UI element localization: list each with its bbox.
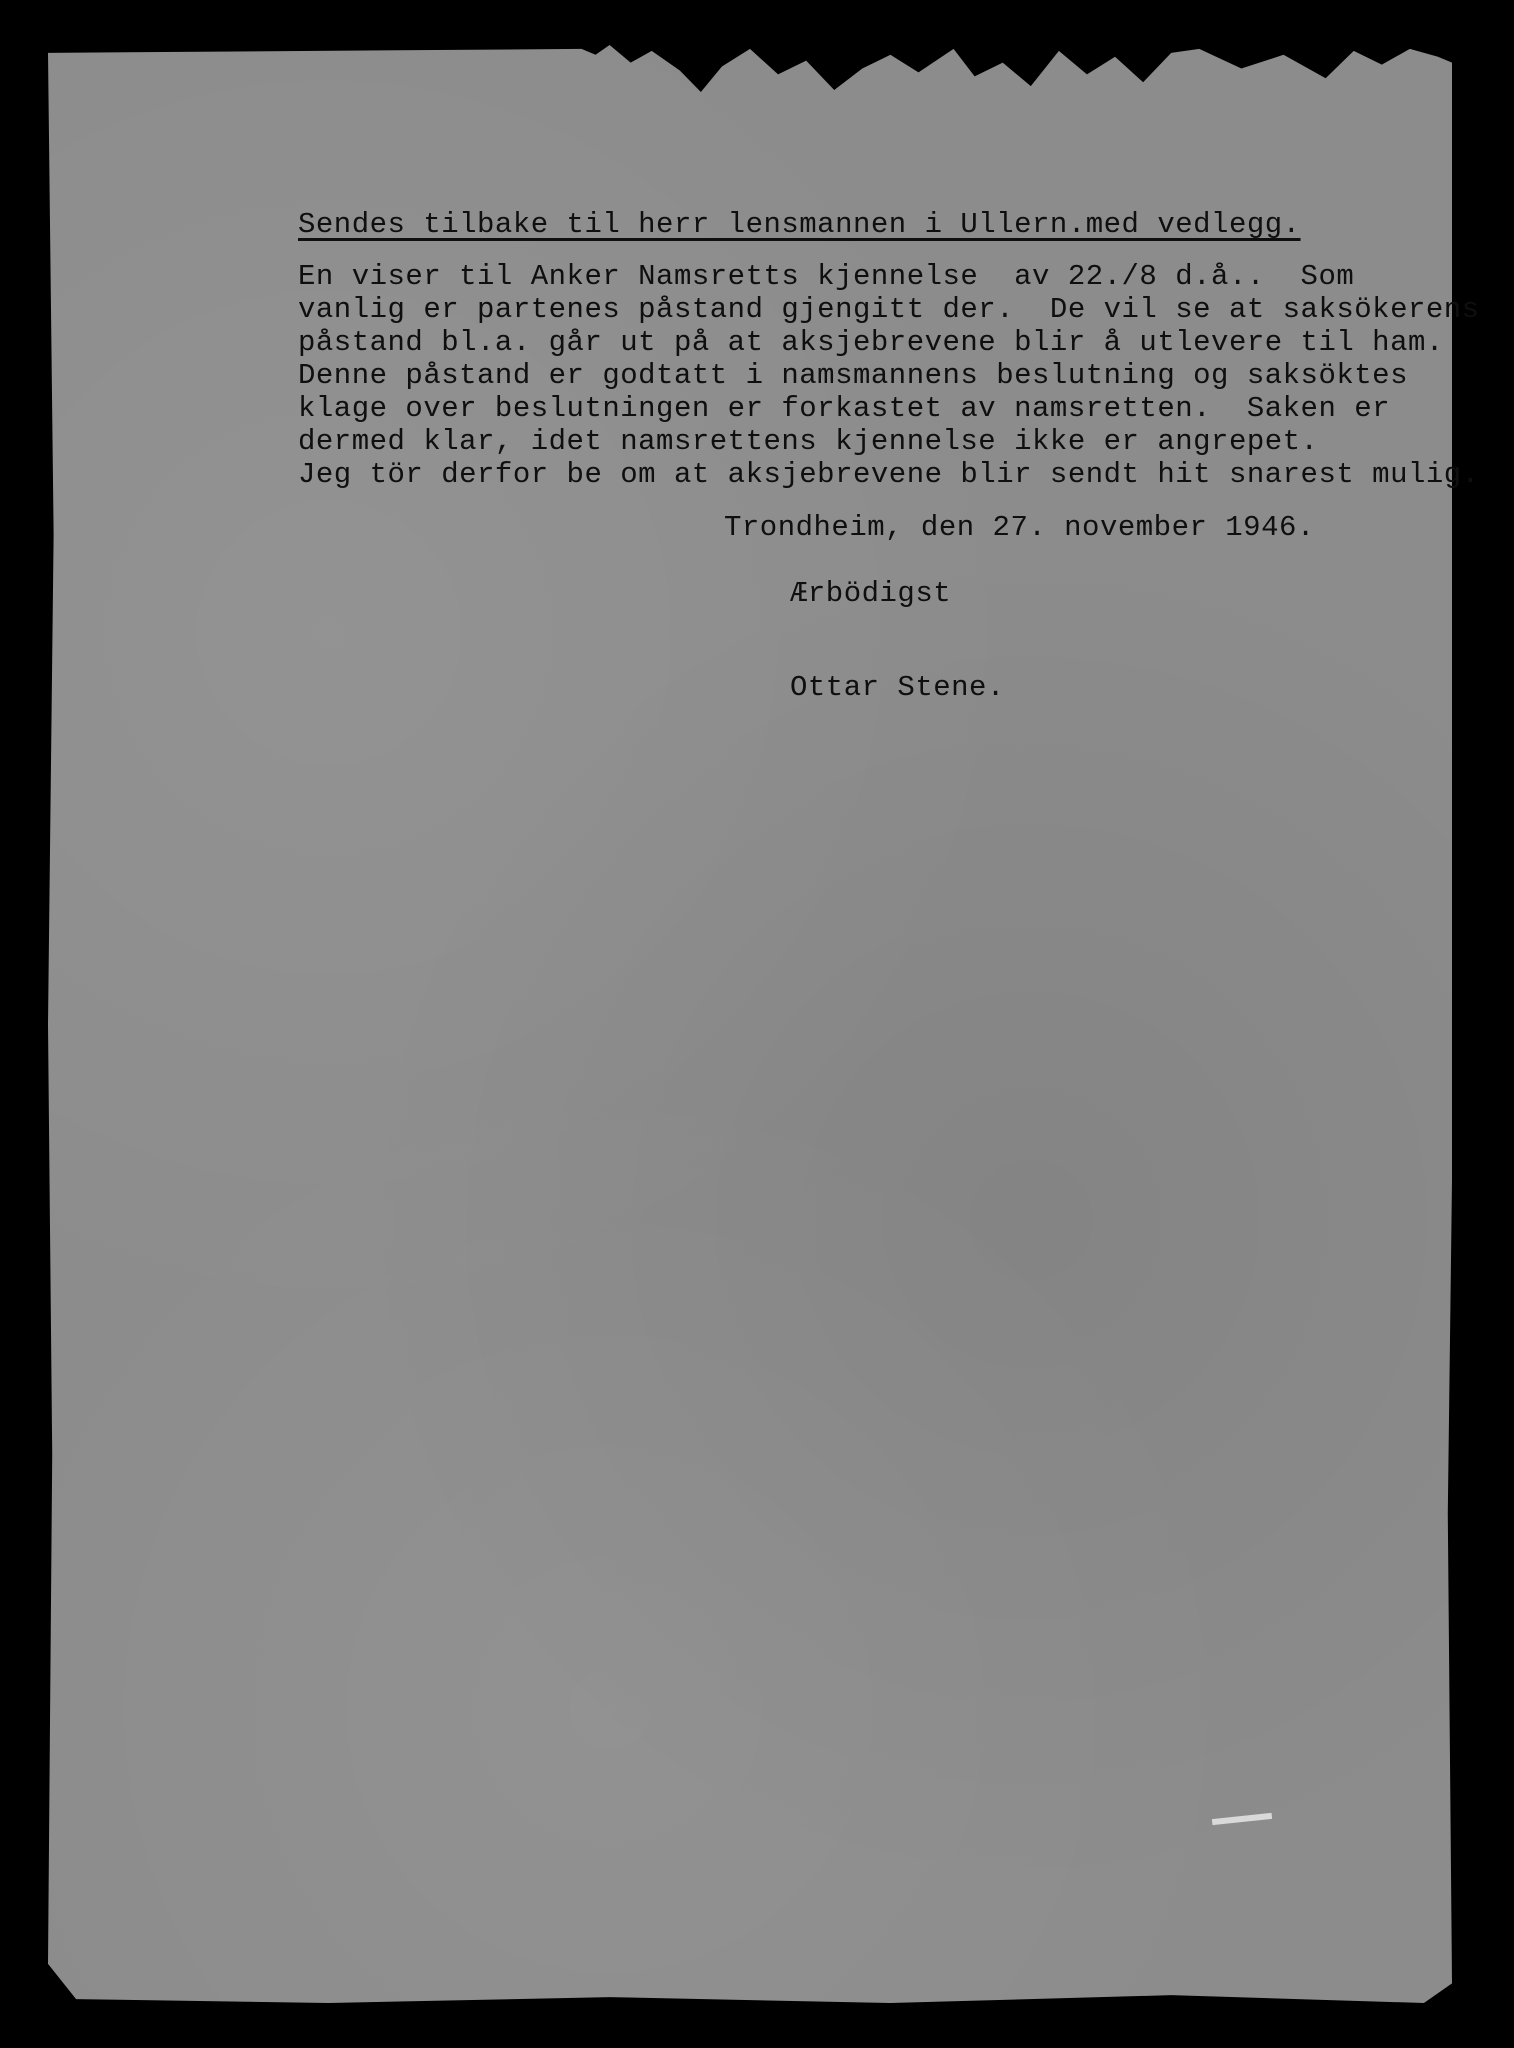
body-line: klage over beslutningen er forkastet av namsretten. Saken er <box>298 392 1391 425</box>
closing-salutation: Ærbödigst <box>790 577 952 610</box>
letter-heading: Sendes tilbake til herr lensmannen i Ullern.med vedlegg. <box>298 208 1301 241</box>
signature-name: Ottar Stene. <box>790 671 1005 704</box>
body-line: Jeg tör derfor be om at aksjebrevene blir sendt hit snarest mulig. <box>298 458 1480 491</box>
body-line: dermed klar, idet namsrettens kjennelse ikke er angrepet. <box>298 425 1319 458</box>
body-line: Denne påstand er godtatt i namsmannens beslutning og saksöktes <box>298 359 1408 392</box>
body-line: påstand bl.a. går ut på at aksjebrevene blir å utlevere til ham. <box>298 326 1444 359</box>
body-line: En viser til Anker Namsretts kjennelse av 22./8 d.å.. Som <box>298 260 1355 293</box>
body-line: vanlig er partenes påstand gjengitt der. De vil se at saksökerens <box>298 293 1480 326</box>
place-date: Trondheim, den 27. november 1946. <box>724 511 1315 544</box>
